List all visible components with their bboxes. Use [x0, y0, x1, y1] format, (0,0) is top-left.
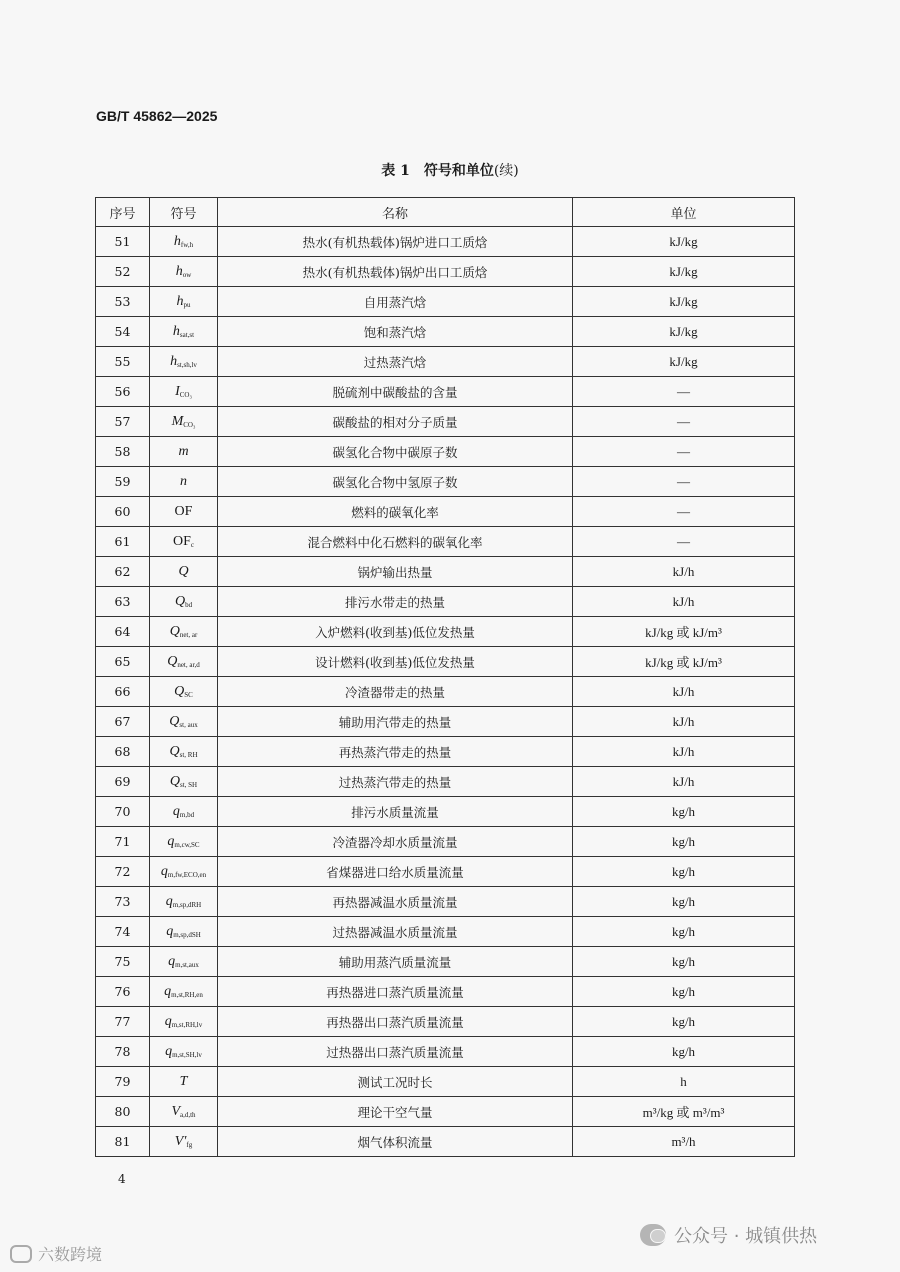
row-number: 57	[96, 407, 150, 437]
row-unit: kJ/kg 或 kJ/m³	[573, 617, 795, 647]
table-row	[96, 977, 795, 1007]
row-unit: kg/h	[573, 887, 795, 917]
table-row	[96, 587, 795, 617]
symbol-subscript: m,st,SH,lv	[172, 1051, 202, 1059]
chat-bubble-icon	[10, 1245, 32, 1263]
row-number: 54	[96, 317, 150, 347]
symbol-base: q	[165, 894, 173, 909]
symbol-subscript: m,cw,SC	[174, 841, 200, 849]
symbol-base: Q	[167, 654, 178, 669]
symbol-base: q	[160, 864, 168, 879]
symbol-base: Q	[169, 774, 180, 789]
table-row	[96, 377, 795, 407]
row-symbol	[150, 887, 218, 917]
row-symbol	[150, 1007, 218, 1037]
table-row	[96, 737, 795, 767]
row-number: 52	[96, 257, 150, 287]
row-unit: kg/h	[573, 947, 795, 977]
row-number: 66	[96, 677, 150, 707]
symbol-base: Q	[169, 624, 180, 639]
table-row	[96, 317, 795, 347]
symbol-subscript: fw,h	[180, 241, 194, 249]
row-symbol	[150, 617, 218, 647]
row-unit: kJ/kg	[573, 257, 795, 287]
table-row	[96, 497, 795, 527]
table-row	[96, 407, 795, 437]
table-title-suffix: (续)	[493, 163, 519, 179]
symbol-subscript: st, RH	[179, 751, 198, 759]
row-number: 56	[96, 377, 150, 407]
table-row	[96, 467, 795, 497]
symbol-subscript: st,sh,lv	[177, 361, 197, 369]
symbol-base: M	[171, 414, 184, 429]
row-name: 再热蒸汽带走的热量	[218, 737, 573, 767]
row-name: 再热器出口蒸汽质量流量	[218, 1007, 573, 1037]
symbol-base: q	[167, 834, 175, 849]
row-unit: kJ/kg 或 kJ/m³	[573, 647, 795, 677]
row-symbol	[150, 467, 218, 497]
symbol-subscript: CO₃	[179, 391, 192, 399]
row-unit: kJ/kg	[573, 347, 795, 377]
symbol-subscript: SC	[184, 691, 193, 699]
row-symbol	[150, 1037, 218, 1067]
row-number: 70	[96, 797, 150, 827]
row-name: 过热蒸汽带走的热量	[218, 767, 573, 797]
row-number: 64	[96, 617, 150, 647]
row-symbol	[150, 377, 218, 407]
symbol-base: Q	[169, 714, 180, 729]
row-symbol	[150, 557, 218, 587]
row-unit: kJ/h	[573, 707, 795, 737]
watermark-right	[640, 1222, 817, 1248]
row-name: 设计燃料(收到基)低位发热量	[218, 647, 573, 677]
row-unit: —	[573, 437, 795, 467]
symbol-base: V	[171, 1104, 180, 1119]
symbol-base: h	[175, 264, 183, 279]
watermark-left	[10, 1242, 102, 1265]
column-header-unit: 单位	[573, 198, 795, 227]
table-title	[0, 160, 900, 180]
row-unit: —	[573, 497, 795, 527]
row-unit: kg/h	[573, 977, 795, 1007]
row-symbol	[150, 1067, 218, 1097]
row-number: 74	[96, 917, 150, 947]
table-row	[96, 827, 795, 857]
row-number: 79	[96, 1067, 150, 1097]
row-name: 热水(有机热载体)锅炉进口工质焓	[218, 227, 573, 257]
table-row	[96, 227, 795, 257]
page-number: 4	[118, 1172, 126, 1186]
symbol-base: q	[166, 924, 174, 939]
symbol-subscript: net, ar,d	[177, 661, 200, 669]
row-number: 77	[96, 1007, 150, 1037]
symbols-table	[95, 197, 795, 1157]
row-number: 53	[96, 287, 150, 317]
row-symbol	[150, 257, 218, 287]
symbol-base: OF	[174, 504, 193, 519]
symbol-subscript: fg	[186, 1141, 193, 1149]
row-symbol	[150, 947, 218, 977]
row-unit: kg/h	[573, 857, 795, 887]
row-unit: kg/h	[573, 917, 795, 947]
watermark-right-text: 公众号 · 城镇供热	[674, 1226, 818, 1247]
row-name: 烟气体积流量	[218, 1127, 573, 1157]
table-row	[96, 437, 795, 467]
symbol-base: q	[172, 804, 180, 819]
row-number: 51	[96, 227, 150, 257]
table-row	[96, 797, 795, 827]
symbol-base: T	[179, 1074, 188, 1089]
row-number: 71	[96, 827, 150, 857]
row-number: 73	[96, 887, 150, 917]
row-unit: kJ/kg	[573, 317, 795, 347]
row-name: 燃料的碳氧化率	[218, 497, 573, 527]
symbol-base: Q	[169, 744, 180, 759]
symbol-base: h	[176, 294, 184, 309]
row-name: 碳氢化合物中氢原子数	[218, 467, 573, 497]
row-name: 排污水带走的热量	[218, 587, 573, 617]
watermark-left-text: 六数跨境	[38, 1245, 103, 1264]
table-row	[96, 617, 795, 647]
row-symbol	[150, 587, 218, 617]
row-name: 测试工况时长	[218, 1067, 573, 1097]
symbol-base: OF	[172, 534, 191, 549]
row-symbol	[150, 287, 218, 317]
row-symbol	[150, 767, 218, 797]
table-row	[96, 767, 795, 797]
symbol-subscript: net, ar	[179, 631, 198, 639]
row-symbol	[150, 227, 218, 257]
row-number: 76	[96, 977, 150, 1007]
symbol-subscript: m,st,RH,lv	[171, 1021, 203, 1029]
symbol-base: h	[170, 354, 178, 369]
row-unit: kJ/h	[573, 557, 795, 587]
row-number: 67	[96, 707, 150, 737]
row-unit: kJ/kg	[573, 287, 795, 317]
row-name: 排污水质量流量	[218, 797, 573, 827]
table-row	[96, 707, 795, 737]
symbol-base: q	[168, 954, 176, 969]
row-number: 81	[96, 1127, 150, 1157]
column-header-symbol: 符号	[150, 198, 218, 227]
row-unit: kJ/h	[573, 677, 795, 707]
row-number: 55	[96, 347, 150, 377]
row-number: 68	[96, 737, 150, 767]
symbol-subscript: m,st,aux	[175, 961, 199, 969]
row-unit: —	[573, 527, 795, 557]
row-symbol	[150, 797, 218, 827]
row-symbol	[150, 527, 218, 557]
row-name: 冷渣器带走的热量	[218, 677, 573, 707]
row-name: 辅助用汽带走的热量	[218, 707, 573, 737]
symbol-subscript: m,sp,dRH	[172, 901, 202, 909]
row-unit: kg/h	[573, 1007, 795, 1037]
row-symbol	[150, 407, 218, 437]
row-symbol	[150, 857, 218, 887]
row-unit: kJ/h	[573, 587, 795, 617]
table-header-row	[96, 198, 795, 227]
row-unit: —	[573, 467, 795, 497]
row-number: 58	[96, 437, 150, 467]
table-row	[96, 1127, 795, 1157]
table-row	[96, 257, 795, 287]
table-row	[96, 947, 795, 977]
row-name: 热水(有机热载体)锅炉出口工质焓	[218, 257, 573, 287]
table-row	[96, 887, 795, 917]
row-unit: kJ/h	[573, 767, 795, 797]
symbol-subscript: pu	[183, 301, 191, 309]
row-name: 冷渣器冷却水质量流量	[218, 827, 573, 857]
row-symbol	[150, 647, 218, 677]
row-name: 入炉燃料(收到基)低位发热量	[218, 617, 573, 647]
symbol-base: m	[178, 444, 189, 459]
row-unit: —	[573, 377, 795, 407]
row-name: 理论干空气量	[218, 1097, 573, 1127]
column-header-name: 名称	[218, 198, 573, 227]
row-number: 80	[96, 1097, 150, 1127]
row-symbol	[150, 737, 218, 767]
row-unit: kg/h	[573, 827, 795, 857]
table-row	[96, 1097, 795, 1127]
symbol-base: h	[173, 234, 181, 249]
column-header-no: 序号	[96, 198, 150, 227]
row-number: 75	[96, 947, 150, 977]
row-name: 省煤器进口给水质量流量	[218, 857, 573, 887]
row-name: 过热蒸汽焓	[218, 347, 573, 377]
symbol-subscript: m,sp,dSH	[173, 931, 201, 939]
symbol-base: I	[175, 384, 180, 399]
row-name: 碳酸盐的相对分子质量	[218, 407, 573, 437]
row-name: 再热器减温水质量流量	[218, 887, 573, 917]
table-title-text: 表 1 符号和单位	[381, 163, 494, 179]
row-symbol	[150, 497, 218, 527]
row-unit: —	[573, 407, 795, 437]
row-number: 60	[96, 497, 150, 527]
symbol-subscript: st, aux	[179, 721, 198, 729]
symbol-subscript: ow	[182, 271, 192, 279]
row-name: 过热器出口蒸汽质量流量	[218, 1037, 573, 1067]
symbol-base: V′	[174, 1134, 187, 1149]
symbol-base: Q	[174, 684, 185, 699]
table-row	[96, 557, 795, 587]
symbol-base: q	[165, 1044, 173, 1059]
row-symbol	[150, 827, 218, 857]
row-number: 61	[96, 527, 150, 557]
symbol-subscript: sat,st	[179, 331, 195, 339]
row-number: 65	[96, 647, 150, 677]
table-row	[96, 647, 795, 677]
symbol-base: q	[164, 984, 172, 999]
row-number: 63	[96, 587, 150, 617]
row-name: 再热器进口蒸汽质量流量	[218, 977, 573, 1007]
row-symbol	[150, 317, 218, 347]
row-number: 59	[96, 467, 150, 497]
row-unit: kJ/kg	[573, 227, 795, 257]
row-unit: kg/h	[573, 1037, 795, 1067]
row-name: 过热器减温水质量流量	[218, 917, 573, 947]
symbol-subscript: a,d,th	[180, 1111, 196, 1119]
symbol-base: h	[172, 324, 180, 339]
symbol-base: Q	[178, 564, 189, 579]
row-unit: h	[573, 1067, 795, 1097]
table-row	[96, 857, 795, 887]
row-symbol	[150, 707, 218, 737]
symbol-subscript: m,st,RH,en	[171, 991, 203, 999]
symbol-subscript: c	[190, 541, 194, 549]
standard-code: GB/T 45862—2025	[96, 108, 218, 124]
row-name: 饱和蒸汽焓	[218, 317, 573, 347]
symbol-base: n	[180, 474, 187, 489]
table-row	[96, 917, 795, 947]
symbol-subscript: m,bd	[179, 811, 195, 819]
row-number: 62	[96, 557, 150, 587]
table-row	[96, 287, 795, 317]
row-name: 碳氢化合物中碳原子数	[218, 437, 573, 467]
row-number: 78	[96, 1037, 150, 1067]
table-row	[96, 677, 795, 707]
row-name: 脱硫剂中碳酸盐的含量	[218, 377, 573, 407]
row-number: 69	[96, 767, 150, 797]
table-row	[96, 1007, 795, 1037]
symbol-base: Q	[174, 594, 186, 609]
symbol-subscript: bd	[185, 601, 193, 609]
row-symbol	[150, 1097, 218, 1127]
row-unit: m³/h	[573, 1127, 795, 1157]
row-symbol	[150, 677, 218, 707]
row-symbol	[150, 917, 218, 947]
table-row	[96, 1037, 795, 1067]
row-unit: m³/kg 或 m³/m³	[573, 1097, 795, 1127]
table-row	[96, 527, 795, 557]
symbol-base: q	[164, 1014, 172, 1029]
row-name: 混合燃料中化石燃料的碳氧化率	[218, 527, 573, 557]
row-number: 72	[96, 857, 150, 887]
row-symbol	[150, 437, 218, 467]
row-name: 辅助用蒸汽质量流量	[218, 947, 573, 977]
table-row	[96, 1067, 795, 1097]
row-unit: kJ/h	[573, 737, 795, 767]
symbol-subscript: st, SH	[180, 781, 198, 789]
row-symbol	[150, 977, 218, 1007]
symbol-subscript: m,fw,ECO,en	[167, 871, 207, 879]
wechat-icon	[640, 1224, 666, 1246]
symbol-subscript: CO₃	[183, 421, 196, 429]
row-symbol	[150, 1127, 218, 1157]
row-name: 锅炉输出热量	[218, 557, 573, 587]
table-row	[96, 347, 795, 377]
row-unit: kg/h	[573, 797, 795, 827]
row-name: 自用蒸汽焓	[218, 287, 573, 317]
table-body	[96, 227, 795, 1157]
row-symbol	[150, 347, 218, 377]
